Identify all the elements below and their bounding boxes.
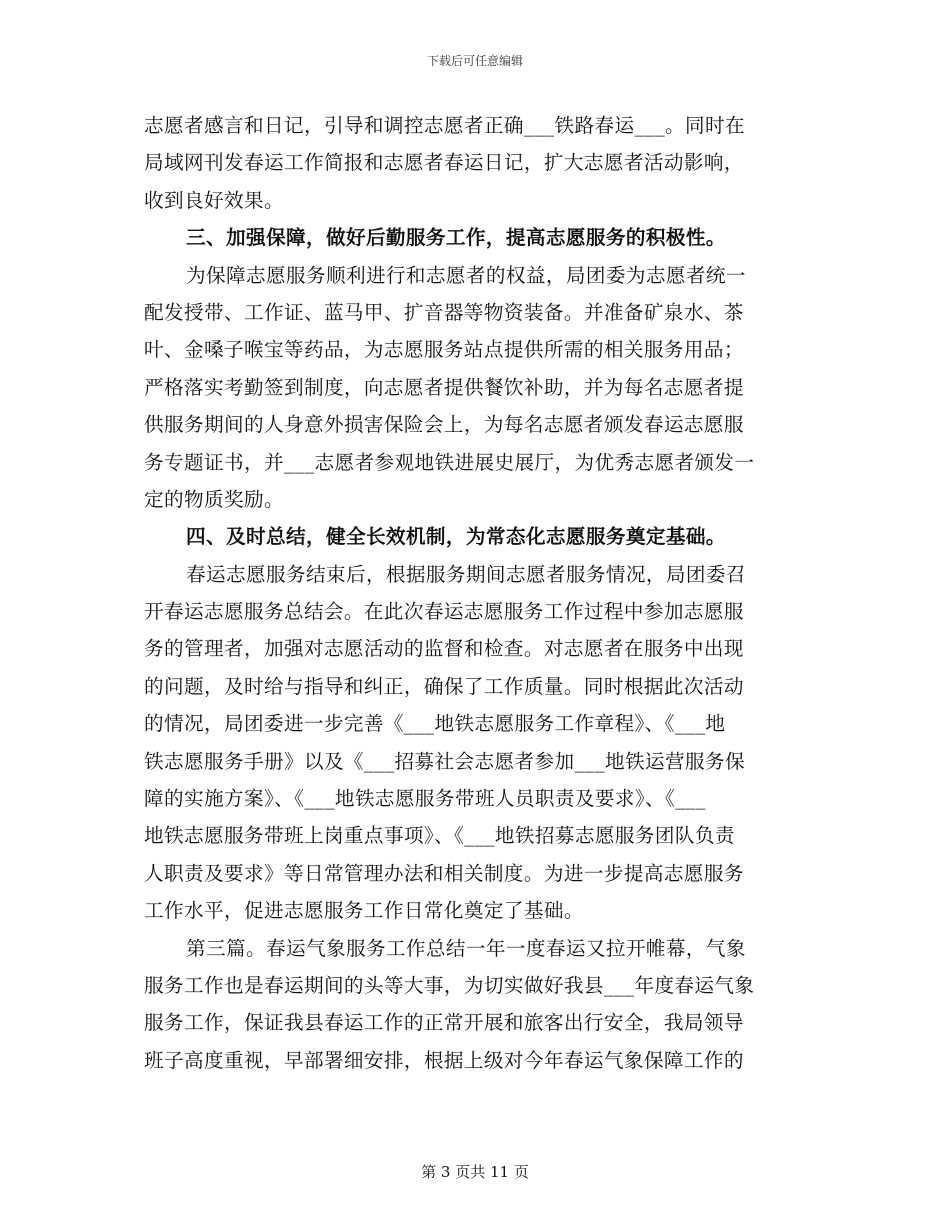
paragraph-line: 务的管理者，加强对志愿活动的监督和检查。对志愿者在服务中出现 xyxy=(144,637,744,661)
paragraph-line: 班子高度重视，早部署细安排，根据上级对今年春运气象保障工作的 xyxy=(144,1048,744,1072)
paragraph-line: 第三篇。春运气象服务工作总结一年一度春运又拉开帷幕，气象 xyxy=(186,936,746,960)
paragraph-line: 的情况，局团委进一步完善《___地铁志愿服务工作章程》、《___地 xyxy=(144,712,726,736)
section-heading: 四、及时总结，健全长效机制，为常态化志愿服务奠定基础。 xyxy=(186,525,726,549)
paragraph-line: 服务工作也是春运期间的头等大事，为切实做好我县___年度春运气象 xyxy=(144,973,755,997)
paragraph-line: 叶、金嗓子喉宝等药品，为志愿服务站点提供所需的相关服务用品； xyxy=(144,338,744,362)
paragraph-line: 配发授带、工作证、蓝马甲、扩音器等物资装备。并准备矿泉水、茶 xyxy=(144,300,744,324)
paragraph-line: 服务工作，保证我县春运工作的正常开展和旅客出行安全，我局领导 xyxy=(144,1011,744,1035)
section-heading: 三、加强保障，做好后勤服务工作，提高志愿服务的积极性。 xyxy=(186,226,726,250)
paragraph-line: 工作水平，促进志愿服务工作日常化奠定了基础。 xyxy=(144,899,584,923)
paragraph-line: 定的物质奖励。 xyxy=(144,487,284,511)
document-body xyxy=(144,107,804,1079)
paragraph-line: 收到良好效果。 xyxy=(144,188,284,212)
paragraph-line: 严格落实考勤签到制度，向志愿者提供餐饮补助，并为每名志愿者提 xyxy=(144,375,744,399)
paragraph-line: 供服务期间的人身意外损害保险会上，为每名志愿者颁发春运志愿服 xyxy=(144,413,744,437)
paragraph-line: 局域网刊发春运工作简报和志愿者春运日记，扩大志愿者活动影响， xyxy=(144,151,744,175)
paragraph-line: 务专题证书，并___志愿者参观地铁进展史展厅，为优秀志愿者颁发一 xyxy=(144,450,755,474)
paragraph-line: 铁志愿服务手册》以及《___招募社会志愿者参加___地铁运营服务保 xyxy=(144,749,746,773)
paragraph-line: 为保障志愿服务顺利进行和志愿者的权益，局团委为志愿者统一 xyxy=(186,263,746,287)
paragraph-line: 开春运志愿服务总结会。在此次春运志愿服务工作过程中参加志愿服 xyxy=(144,600,744,624)
paragraph-line: 志愿者感言和日记，引导和调控志愿者正确___铁路春运___。同时在 xyxy=(144,114,746,137)
paragraph-line: 的问题，及时给与指导和纠正，确保了工作质量。同时根据此次活动 xyxy=(144,674,744,698)
paragraph-line: 地铁志愿服务带班上岗重点事项》、《___地铁招募志愿服务团队负责 xyxy=(144,824,735,848)
paragraph-line: 人职责及要求》等日常管理办法和相关制度。为进一步提高志愿服务 xyxy=(144,861,744,885)
paragraph-line: 春运志愿服务结束后，根据服务期间志愿者服务情况，局团委召 xyxy=(186,562,746,586)
page-header: 下载后可任意编辑 xyxy=(426,54,523,68)
paragraph-line: 障的实施方案》、《___地铁志愿服务带班人员职责及要求》、《___ xyxy=(144,787,706,811)
page-footer: 第 3 页共 11 页 xyxy=(421,1163,529,1181)
